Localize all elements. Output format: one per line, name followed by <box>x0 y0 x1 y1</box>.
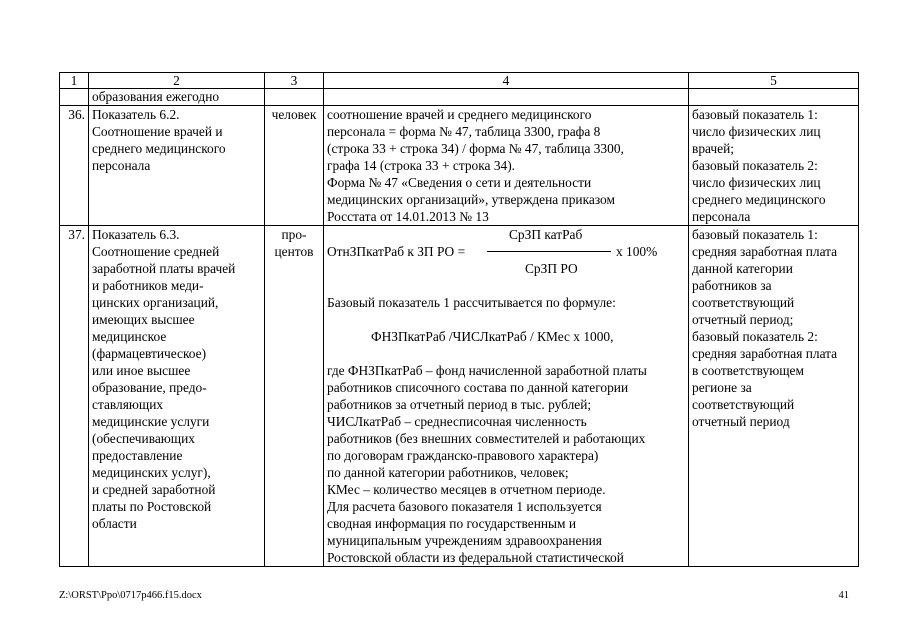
unit: человек <box>265 106 324 226</box>
text-line: медицинских организаций», утверждена приказом <box>327 192 615 207</box>
text-line: Соотношение средней <box>92 244 220 259</box>
text-line: (обеспечивающих <box>92 431 195 446</box>
header-cell: 5 <box>689 73 859 89</box>
formula-denominator: СрЗП РО <box>525 261 578 276</box>
page-number: 41 <box>838 590 849 601</box>
base-formula: ФНЗПкатРаб /ЧИСЛкатРаб / КМес x 1000, <box>371 329 614 344</box>
text-line: по договорам гражданско-правового характера) <box>327 448 599 463</box>
text-line: данной категории <box>692 261 793 276</box>
text-line: муниципальным учреждениям здравоохранения <box>327 533 602 548</box>
text-line: платы по Ростовской <box>92 499 212 514</box>
formula-numerator: СрЗП катРаб <box>509 227 583 242</box>
text-line: графа 14 (строка 33 + строка 34). <box>327 158 516 173</box>
calculation-method <box>324 226 689 567</box>
text-line: врачей; <box>692 141 734 156</box>
fraction-bar <box>487 251 611 252</box>
header-cell: 4 <box>324 73 689 89</box>
text-line: про- <box>281 227 307 242</box>
file-path-footer: Z:\ORST\Ppo\0717p466.f15.docx <box>59 590 202 601</box>
text-line: Для расчета базового показателя 1 используется <box>327 499 602 514</box>
text-line: медицинские услуги <box>92 414 210 429</box>
table-row-36 <box>60 106 859 226</box>
row-number: 36. <box>60 106 89 226</box>
text-line: отчетный период; <box>692 312 794 327</box>
text-line: базовый показатель 1: <box>692 107 818 122</box>
text-line: соотношение врачей и среднего медицинского <box>327 107 592 122</box>
calculation-method <box>324 106 689 226</box>
text-line: среднего медицинского <box>692 192 826 207</box>
document-table <box>59 72 859 567</box>
text-line: работников за отчетный период в тыс. рублей; <box>327 397 592 412</box>
text-line: Ростовской области из федеральной статистической <box>327 550 624 565</box>
text-line: в соответствующем <box>692 363 804 378</box>
text-line: по данной категории работников, человек; <box>327 465 569 480</box>
text-line: Росстата от 14.01.2013 № 13 <box>327 209 489 224</box>
text-line: (фармацевтическое) <box>92 346 207 361</box>
text-line: Соотношение врачей и <box>92 124 223 139</box>
text-line: отчетный период <box>692 414 790 429</box>
text-line: КМес – количество месяцев в отчетном периоде. <box>327 482 606 497</box>
header-cell: 2 <box>89 73 265 89</box>
text-line: работников (без внешних совместителей и работающих <box>327 431 646 446</box>
text-line: средняя заработная плата <box>692 346 838 361</box>
text-line: работников за <box>692 278 772 293</box>
base-indicators <box>689 106 859 226</box>
indicator-name <box>89 226 265 567</box>
text-line: ставляющих <box>92 397 164 412</box>
text-line: соответствующий <box>692 295 795 310</box>
text-line: образование, предо- <box>92 380 207 395</box>
text-line: базовый показатель 2: <box>692 329 818 344</box>
base-indicators <box>689 226 859 567</box>
text-line: и работников меди- <box>92 278 204 293</box>
text-line: медицинское <box>92 329 167 344</box>
header-cell: 3 <box>265 73 324 89</box>
text-line: Показатель 6.3. <box>92 227 180 242</box>
text-line: или иное высшее <box>92 363 191 378</box>
indicator-name <box>89 106 265 226</box>
table-row <box>60 89 859 106</box>
text-line: Форма № 47 «Сведения о сети и деятельности <box>327 175 592 190</box>
text-line: цинских организаций, <box>92 295 219 310</box>
table-row-37 <box>60 226 859 567</box>
text-line: Показатель 6.2. <box>92 107 180 122</box>
unit <box>265 226 324 567</box>
text-line: среднего медицинского <box>92 141 226 156</box>
formula-lhs: ОтнЗПкатРаб к ЗП РО = <box>327 244 466 259</box>
formula-rhs: x 100% <box>616 244 658 259</box>
text-line: число физических лиц <box>692 175 821 190</box>
text-line: базовый показатель 2: <box>692 158 818 173</box>
row-number: 37. <box>60 226 89 567</box>
text-line: центов <box>274 244 314 259</box>
ratio-formula <box>327 226 685 260</box>
text-line: сводная информация по государственным и <box>327 516 577 531</box>
text-line: персонала <box>92 158 151 173</box>
text-line: ЧИСЛкатРаб – среднесписочная численность <box>327 414 587 429</box>
text-line: персонала <box>692 209 751 224</box>
header-cell: 1 <box>60 73 89 89</box>
text-line: медицинских услуг), <box>92 465 211 480</box>
text-line: базовый показатель 1: <box>692 227 818 242</box>
prev-row-text: образования ежегодно <box>89 89 265 106</box>
text-line: заработной платы врачей <box>92 261 236 276</box>
text-line: Базовый показатель 1 рассчитывается по формуле: <box>327 295 616 310</box>
text-line: работников списочного состава по данной категории <box>327 380 629 395</box>
text-line: средняя заработная плата <box>692 244 838 259</box>
text-line: персонала = форма № 47, таблица 3300, графа 8 <box>327 124 601 139</box>
text-line: регионе за <box>692 380 752 395</box>
header-row <box>60 73 859 89</box>
text-line: число физических лиц <box>692 124 821 139</box>
text-line: имеющих высшее <box>92 312 195 327</box>
text-line: предоставление <box>92 448 183 463</box>
text-line: где ФНЗПкатРаб – фонд начисленной заработной платы <box>327 363 647 378</box>
text-line: области <box>92 516 137 531</box>
text-line: (строка 33 + строка 34) / форма № 47, таблица 3300, <box>327 141 624 156</box>
text-line: соответствующий <box>692 397 795 412</box>
text-line: и средней заработной <box>92 482 216 497</box>
